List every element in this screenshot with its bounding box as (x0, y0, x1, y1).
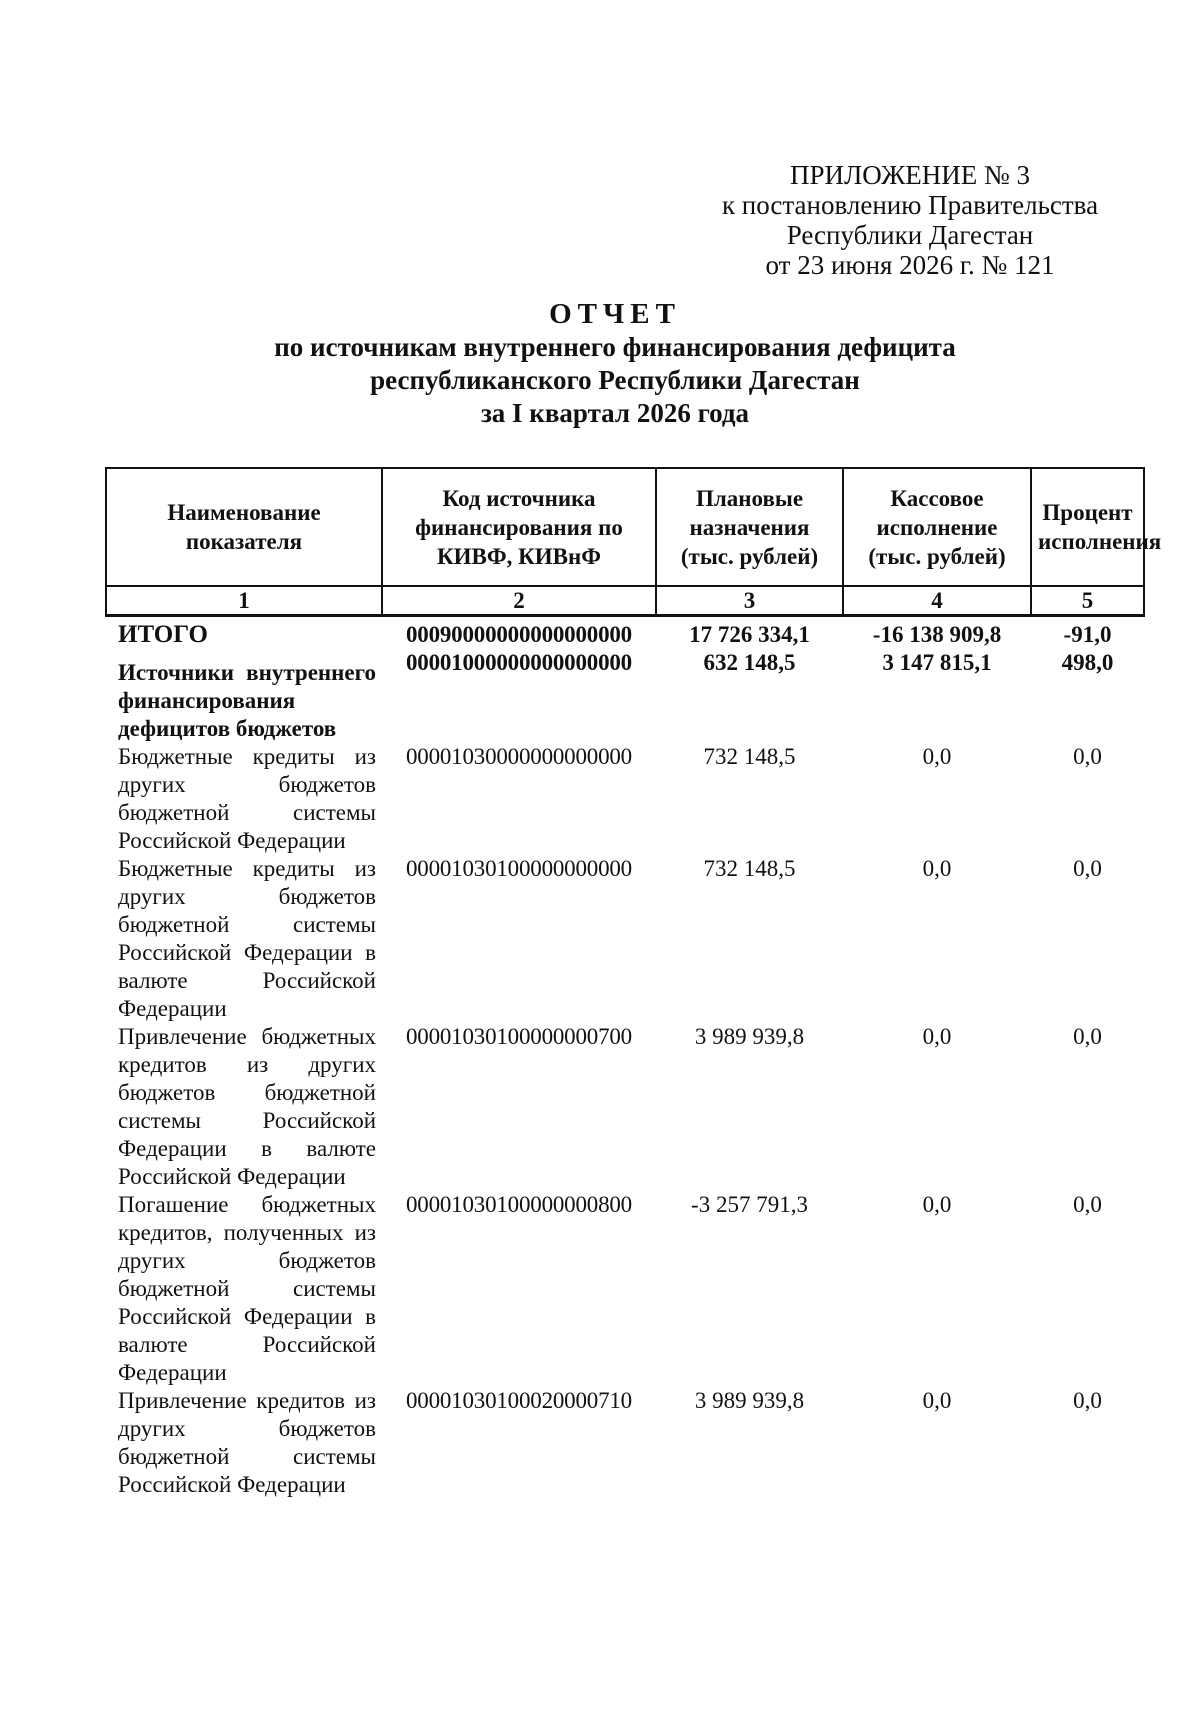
header-percent: Процент исполнения (1031, 468, 1144, 586)
row-name: Погашение бюджетных кредитов, полученных из других бюджетов бюджетной системы Российской Федерации в валюте Российской Федерации (118, 1192, 376, 1385)
appendix-authority: Республики Дагестан (786, 220, 1034, 250)
table-row (106, 1387, 1144, 1499)
row-exec: 0,0 (922, 1024, 952, 1049)
row-percent: 0,0 (1073, 1388, 1102, 1413)
table-row (106, 743, 1144, 855)
appendix-reference: к постановлению Правительства (721, 190, 1099, 220)
column-number-row (106, 586, 1144, 616)
row-plan: 632 148,5 (703, 650, 796, 675)
table-row (106, 649, 1144, 743)
row-percent: -91,0 (1063, 622, 1112, 647)
row-code: 00001030100020000710 (405, 1388, 632, 1413)
report-table (105, 467, 1162, 1499)
row-code: 00001030000000000000 (405, 744, 632, 769)
row-percent: 0,0 (1073, 1024, 1102, 1049)
row-exec: 3 147 815,1 (882, 650, 992, 675)
report-subtitle-line3: за I квартал 2026 года (480, 398, 750, 428)
report-subtitle-line2: республиканского Республики Дагестан (370, 365, 860, 395)
row-name: Источники внутреннего финансирования дефицитов бюджетов (118, 660, 376, 741)
row-name: Привлечение кредитов из других бюджетов бюджетной системы Российской Федерации (118, 1388, 376, 1497)
column-number: 3 (656, 586, 843, 616)
table-row (106, 855, 1144, 1023)
row-code: 00001030100000000800 (405, 1192, 632, 1217)
row-code: 00001030100000000700 (405, 1024, 632, 1049)
row-code: 00001000000000000000 (405, 650, 632, 675)
appendix-date: от 23 июня 2026 г. № 121 (765, 250, 1055, 280)
appendix-block (700, 160, 1120, 280)
report-heading (100, 298, 1130, 430)
row-plan: 3 989 939,8 (694, 1024, 805, 1049)
header-plan: Плановые назначения (тыс. рублей) (656, 468, 843, 586)
table-row (106, 1023, 1144, 1191)
column-number: 4 (843, 586, 1031, 616)
row-plan: 732 148,5 (703, 856, 796, 881)
row-percent: 0,0 (1073, 744, 1102, 769)
row-percent: 0,0 (1073, 856, 1102, 881)
row-exec: -16 138 909,8 (872, 622, 1002, 647)
header-exec: Кассовое исполнение (тыс. рублей) (843, 468, 1031, 586)
header-row (106, 468, 1144, 586)
row-exec: 0,0 (922, 1192, 952, 1217)
row-plan: -3 257 791,3 (691, 1192, 808, 1217)
row-name: Бюджетные кредиты из других бюджетов бюджетной системы Российской Федерации (118, 744, 376, 853)
row-exec: 0,0 (922, 856, 952, 881)
row-plan: 732 148,5 (703, 744, 796, 769)
row-percent: 0,0 (1073, 1192, 1102, 1217)
row-exec: 0,0 (922, 1388, 952, 1413)
row-exec: 0,0 (922, 744, 952, 769)
row-code: 00090000000000000000 (405, 622, 632, 647)
row-name: ИТОГО (118, 621, 208, 648)
report-title: ОТЧЕТ (549, 298, 681, 330)
row-name: Бюджетные кредиты из других бюджетов бюджетной системы Российской Федерации в валюте Российской Федерации (118, 856, 376, 1021)
table-row-total (106, 616, 1144, 650)
row-plan: 3 989 939,8 (694, 1388, 805, 1413)
appendix-number: ПРИЛОЖЕНИЕ № 3 (789, 160, 1031, 190)
row-name: Привлечение бюджетных кредитов из других бюджетов бюджетной системы Российской Федерации в валюте Российской Федерации (118, 1024, 376, 1189)
row-code: 00001030100000000000 (405, 856, 632, 881)
header-code: Код источника финансирования по КИВФ, КИВнФ (382, 468, 656, 586)
row-plan: 17 726 334,1 (689, 622, 810, 647)
header-name: Наименование показателя (106, 468, 382, 586)
column-number: 1 (106, 586, 382, 616)
table-row (106, 1191, 1144, 1387)
column-number: 5 (1031, 586, 1144, 616)
row-percent: 498,0 (1061, 650, 1114, 675)
report-subtitle-line1: по источникам внутреннего финансирования дефицита (274, 332, 956, 362)
column-number: 2 (382, 586, 656, 616)
